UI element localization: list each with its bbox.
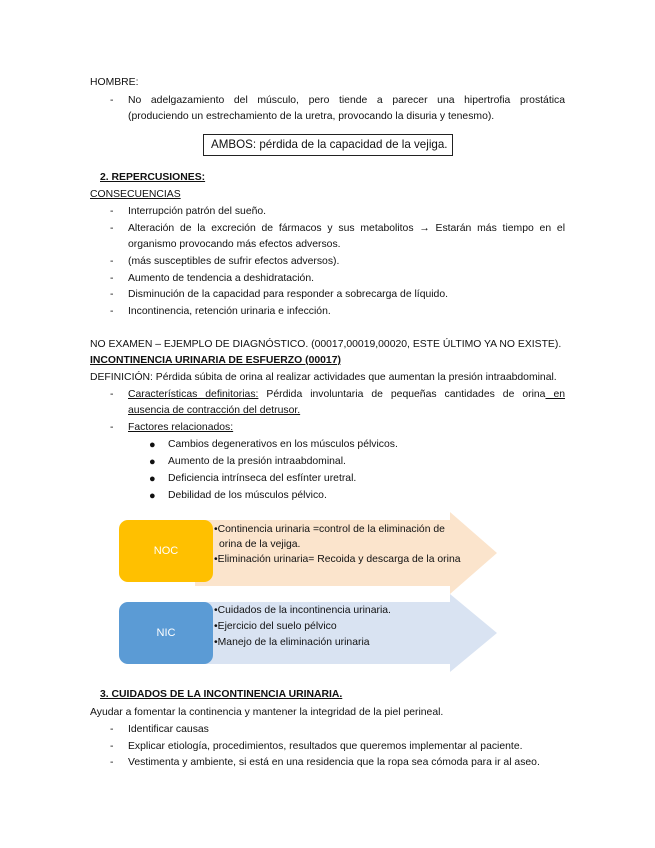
- diagnostico-note: NO EXAMEN – EJEMPLO DE DIAGNÓSTICO. (00017,00019,00020, ESTE ÚLTIMO YA NO EXISTE).: [90, 339, 562, 350]
- dash-marker: -: [110, 256, 114, 267]
- hombre-item-line2: (produciendo un estrechamiento de la uretra, provocando la disuria y tenesmo).: [128, 111, 495, 122]
- consecuencias-subheading: CONSECUENCIAS: [90, 189, 181, 200]
- cuidados-intro: Ayudar a fomentar la continencia y mantener la integridad de la piel perineal.: [90, 707, 444, 718]
- cuidado-item: Explicar etiología, procedimientos, resultados que queremos implementar al paciente.: [128, 741, 523, 752]
- cuidado-item: Vestimenta y ambiente, si está en una residencia que la ropa sea cómoda para ir al aseo.: [128, 757, 540, 768]
- cuidados-heading: [100, 687, 342, 704]
- cuidados-heading-text: 3. CUIDADOS DE LA INCONTINENCIA URINARIA.: [100, 689, 343, 700]
- dash-marker: -: [110, 206, 114, 217]
- consecuencia-item: Interrupción patrón del sueño.: [128, 206, 267, 217]
- dash-marker: -: [110, 389, 114, 400]
- repercusiones-heading: [100, 170, 205, 187]
- diagnostico-definicion: DEFINICIÓN: Pérdida súbita de orina al realizar actividades que aumentan la presión intraabdominal.: [90, 372, 557, 383]
- consecuencia-item: Alteración de la excreción de fármacos y sus metabolitos → Estarán más tiempo en el: [128, 223, 565, 234]
- dash-marker: -: [110, 422, 114, 433]
- noc-line1: •Continencia urinaria =control de la eliminación de: [214, 524, 445, 535]
- caracteristicas-label: Características definitorias:: [128, 389, 259, 400]
- nic-label-box: NIC: [119, 602, 213, 664]
- caracteristicas-line1: [128, 387, 565, 404]
- nic-line1: •Cuidados de la incontinencia urinaria.: [214, 605, 391, 616]
- consecuencia-item: Incontinencia, retención urinaria e infección.: [128, 306, 331, 317]
- nic-line3: •Manejo de la eliminación urinaria: [214, 637, 370, 648]
- consecuencia-item: (más susceptibles de sufrir efectos adversos).: [128, 256, 340, 267]
- nic-line2: •Ejercicio del suelo pélvico: [214, 621, 337, 632]
- hombre-item-line1: No adelgazamiento del músculo, pero tiende a parecer una hipertrofia prostática: [128, 95, 565, 106]
- dash-marker: -: [110, 741, 114, 752]
- bullet-dot: ●: [149, 456, 156, 468]
- consecuencia-item: Aumento de tendencia a deshidratación.: [128, 273, 315, 284]
- repercusiones-heading-text: 2. REPERCUSIONES:: [100, 172, 206, 183]
- dash-marker: -: [110, 757, 114, 768]
- cuidado-item: Identificar causas: [128, 724, 209, 735]
- caracteristicas-line2: ausencia de contracción del detrusor.: [128, 405, 301, 416]
- dash-marker: -: [110, 289, 114, 300]
- noc-line2: orina de la vejiga.: [219, 539, 301, 550]
- consecuencia-item: Disminución de la capacidad para responder a sobrecarga de líquido.: [128, 289, 448, 300]
- dash-marker: -: [110, 273, 114, 284]
- dash-marker: -: [110, 724, 114, 735]
- caracteristicas-en: en: [545, 389, 566, 400]
- factores-label: Factores relacionados:: [128, 422, 234, 433]
- bullet-dot: ●: [149, 439, 156, 451]
- factor-item: Cambios degenerativos en los músculos pélvicos.: [168, 439, 398, 450]
- bullet-dot: ●: [149, 490, 156, 502]
- factor-item: Aumento de la presión intraabdominal.: [168, 456, 346, 467]
- ambos-box: AMBOS: pérdida de la capacidad de la vejiga.: [203, 134, 453, 156]
- consecuencia-item-cont: organismo provocando más efectos adversos.: [128, 239, 341, 250]
- hombre-heading: HOMBRE:: [90, 77, 139, 88]
- bullet-dot: ●: [149, 473, 156, 485]
- factor-item: Deficiencia intrínseca del esfínter uretral.: [168, 473, 357, 484]
- noc-line3: •Eliminación urinaria= Recoida y descarga de la orina: [214, 554, 461, 565]
- dash-marker: -: [110, 223, 114, 234]
- noc-label-box: NOC: [119, 520, 213, 582]
- dash-marker: -: [110, 306, 114, 317]
- factor-item: Debilidad de los músculos pélvico.: [168, 490, 327, 501]
- diagnostico-title: INCONTINENCIA URINARIA DE ESFUERZO (00017): [90, 355, 341, 366]
- dash-marker: -: [110, 95, 114, 106]
- caracteristicas-text: Pérdida involuntaria de pequeñas cantidades de orina: [258, 389, 546, 400]
